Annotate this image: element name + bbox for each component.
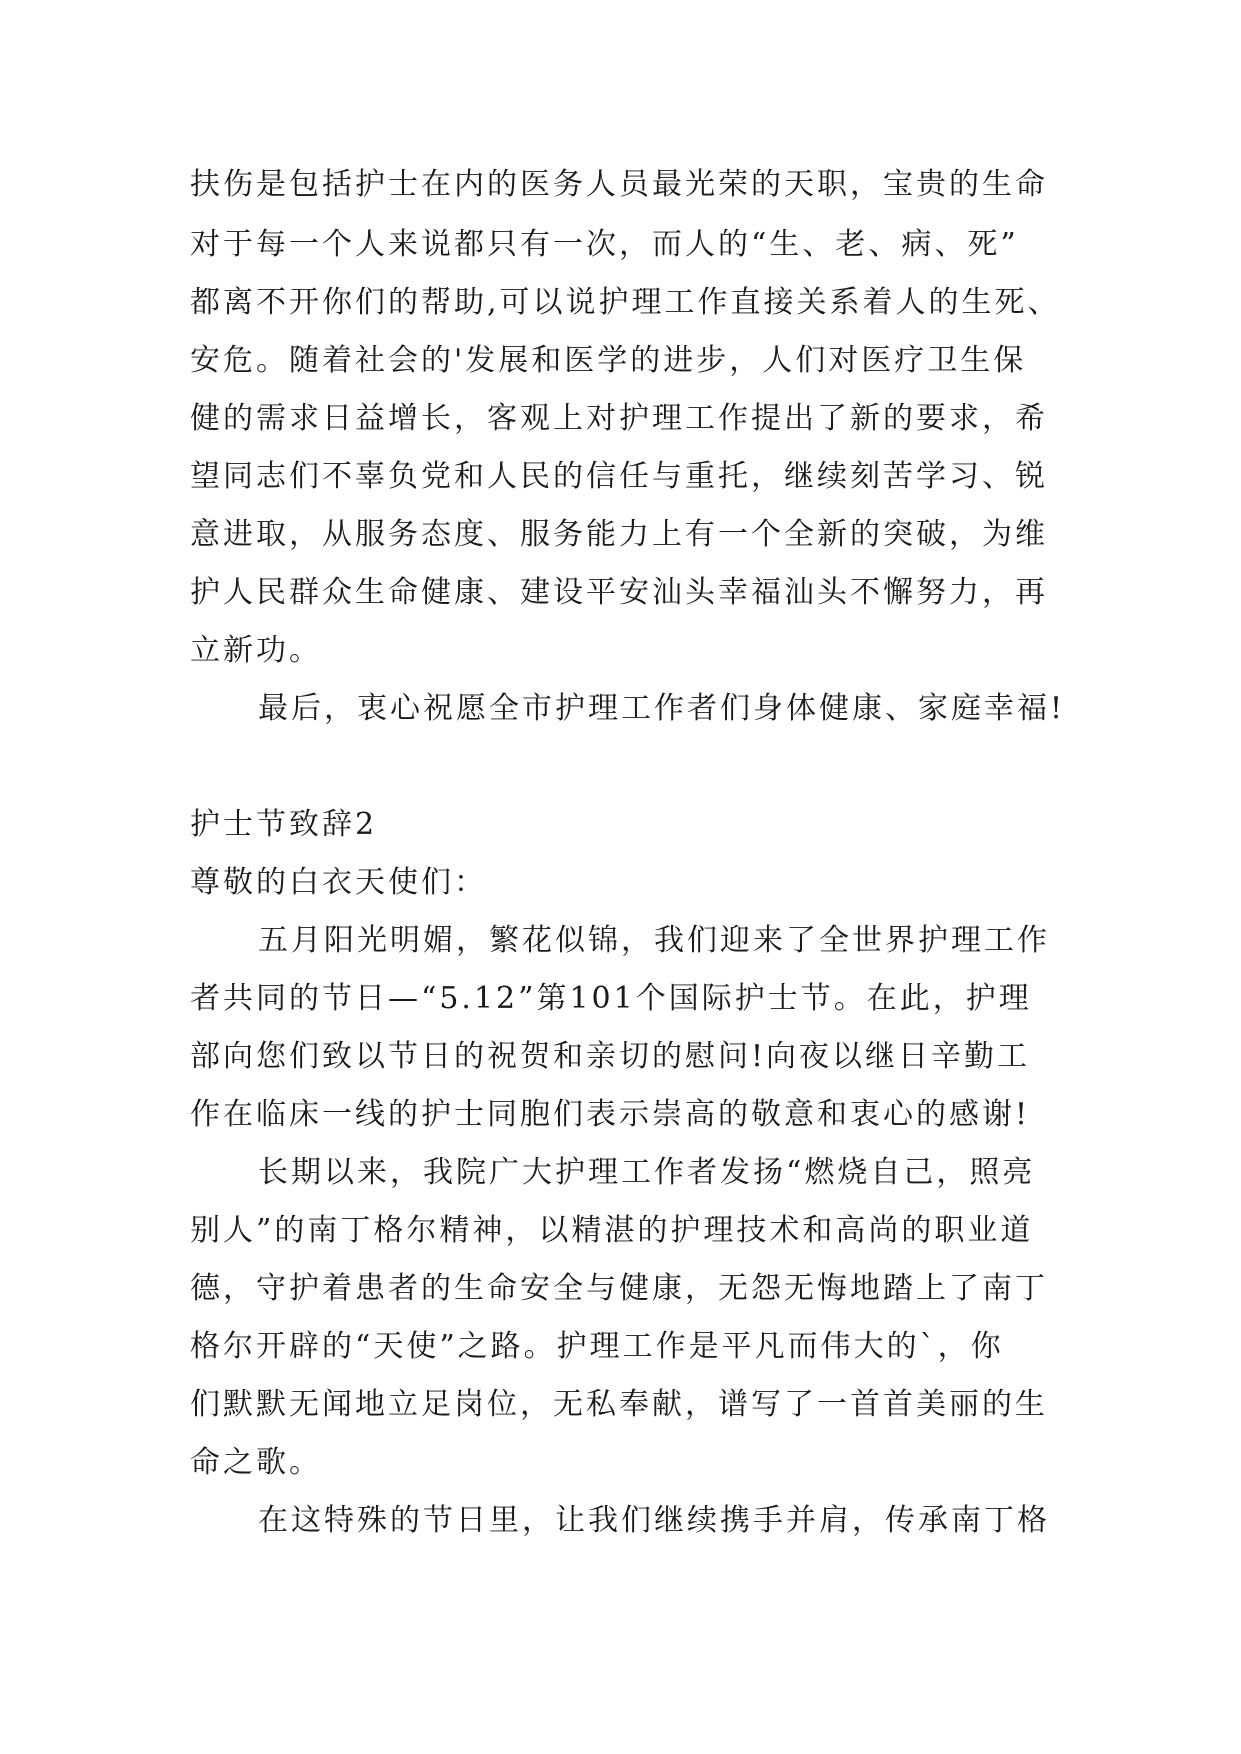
text-line: 最后，衷心祝愿全市护理工作者们身体健康、家庭幸福!	[258, 691, 1066, 726]
text-line: 望同志们不辜负党和人民的信任与重托，继续刻苦学习、锐	[190, 459, 1048, 494]
text-line: 对于每一个人来说都只有一次，而人的“生、老、病、死”	[190, 227, 1019, 262]
text-line: 们默默无闻地立足岗位，无私奉献，谱写了一首首美丽的生	[190, 1387, 1048, 1422]
text-line: 五月阳光明媚，繁花似锦，我们迎来了全世界护理工作	[258, 923, 1050, 958]
text-line: 护人民群众生命健康、建设平安汕头幸福汕头不懈努力，再	[190, 575, 1048, 610]
text-line: 健的需求日益增长，客观上对护理工作提出了新的要求，希	[190, 401, 1048, 436]
text-line: 部向您们致以节日的祝贺和亲切的慰问!向夜以继日辛勤工	[190, 1039, 1031, 1074]
text-line: 命之歌。	[190, 1445, 322, 1480]
text-line: 立新功。	[190, 633, 322, 668]
salutation: 尊敬的白衣天使们：	[190, 865, 487, 900]
text-line: 者共同的节日—“5.12”第101个国际护士节。在此，护理	[190, 981, 1032, 1016]
text-line: 意进取，从服务态度、服务能力上有一个全新的突破，为维	[190, 517, 1048, 552]
text-line: 扶伤是包括护士在内的医务人员最光荣的天职，宝贵的生命	[190, 167, 1048, 202]
text-line: 在这特殊的节日里，让我们继续携手并肩，传承南丁格	[258, 1503, 1050, 1538]
text-line: 德，守护着患者的生命安全与健康，无怨无悔地踏上了南丁	[190, 1271, 1048, 1306]
text-line: 都离不开你们的帮助,可以说护理工作直接关系着人的生死、	[190, 285, 1061, 320]
section-heading: 护士节致辞2	[190, 807, 378, 842]
text-line: 作在临床一线的护士同胞们表示崇高的敬意和衷心的感谢!	[190, 1097, 1031, 1132]
text-line: 别人”的南丁格尔精神，以精湛的护理技术和高尚的职业道	[190, 1213, 1034, 1248]
text-line: 长期以来，我院广大护理工作者发扬“燃烧自己，照亮	[258, 1155, 1036, 1190]
text-line: 安危。随着社会的'发展和医学的进步，人们对医疗卫生保	[190, 343, 1027, 378]
text-line: 格尔开辟的“天使”之路。护理工作是平凡而伟大的`，你	[190, 1329, 1004, 1364]
